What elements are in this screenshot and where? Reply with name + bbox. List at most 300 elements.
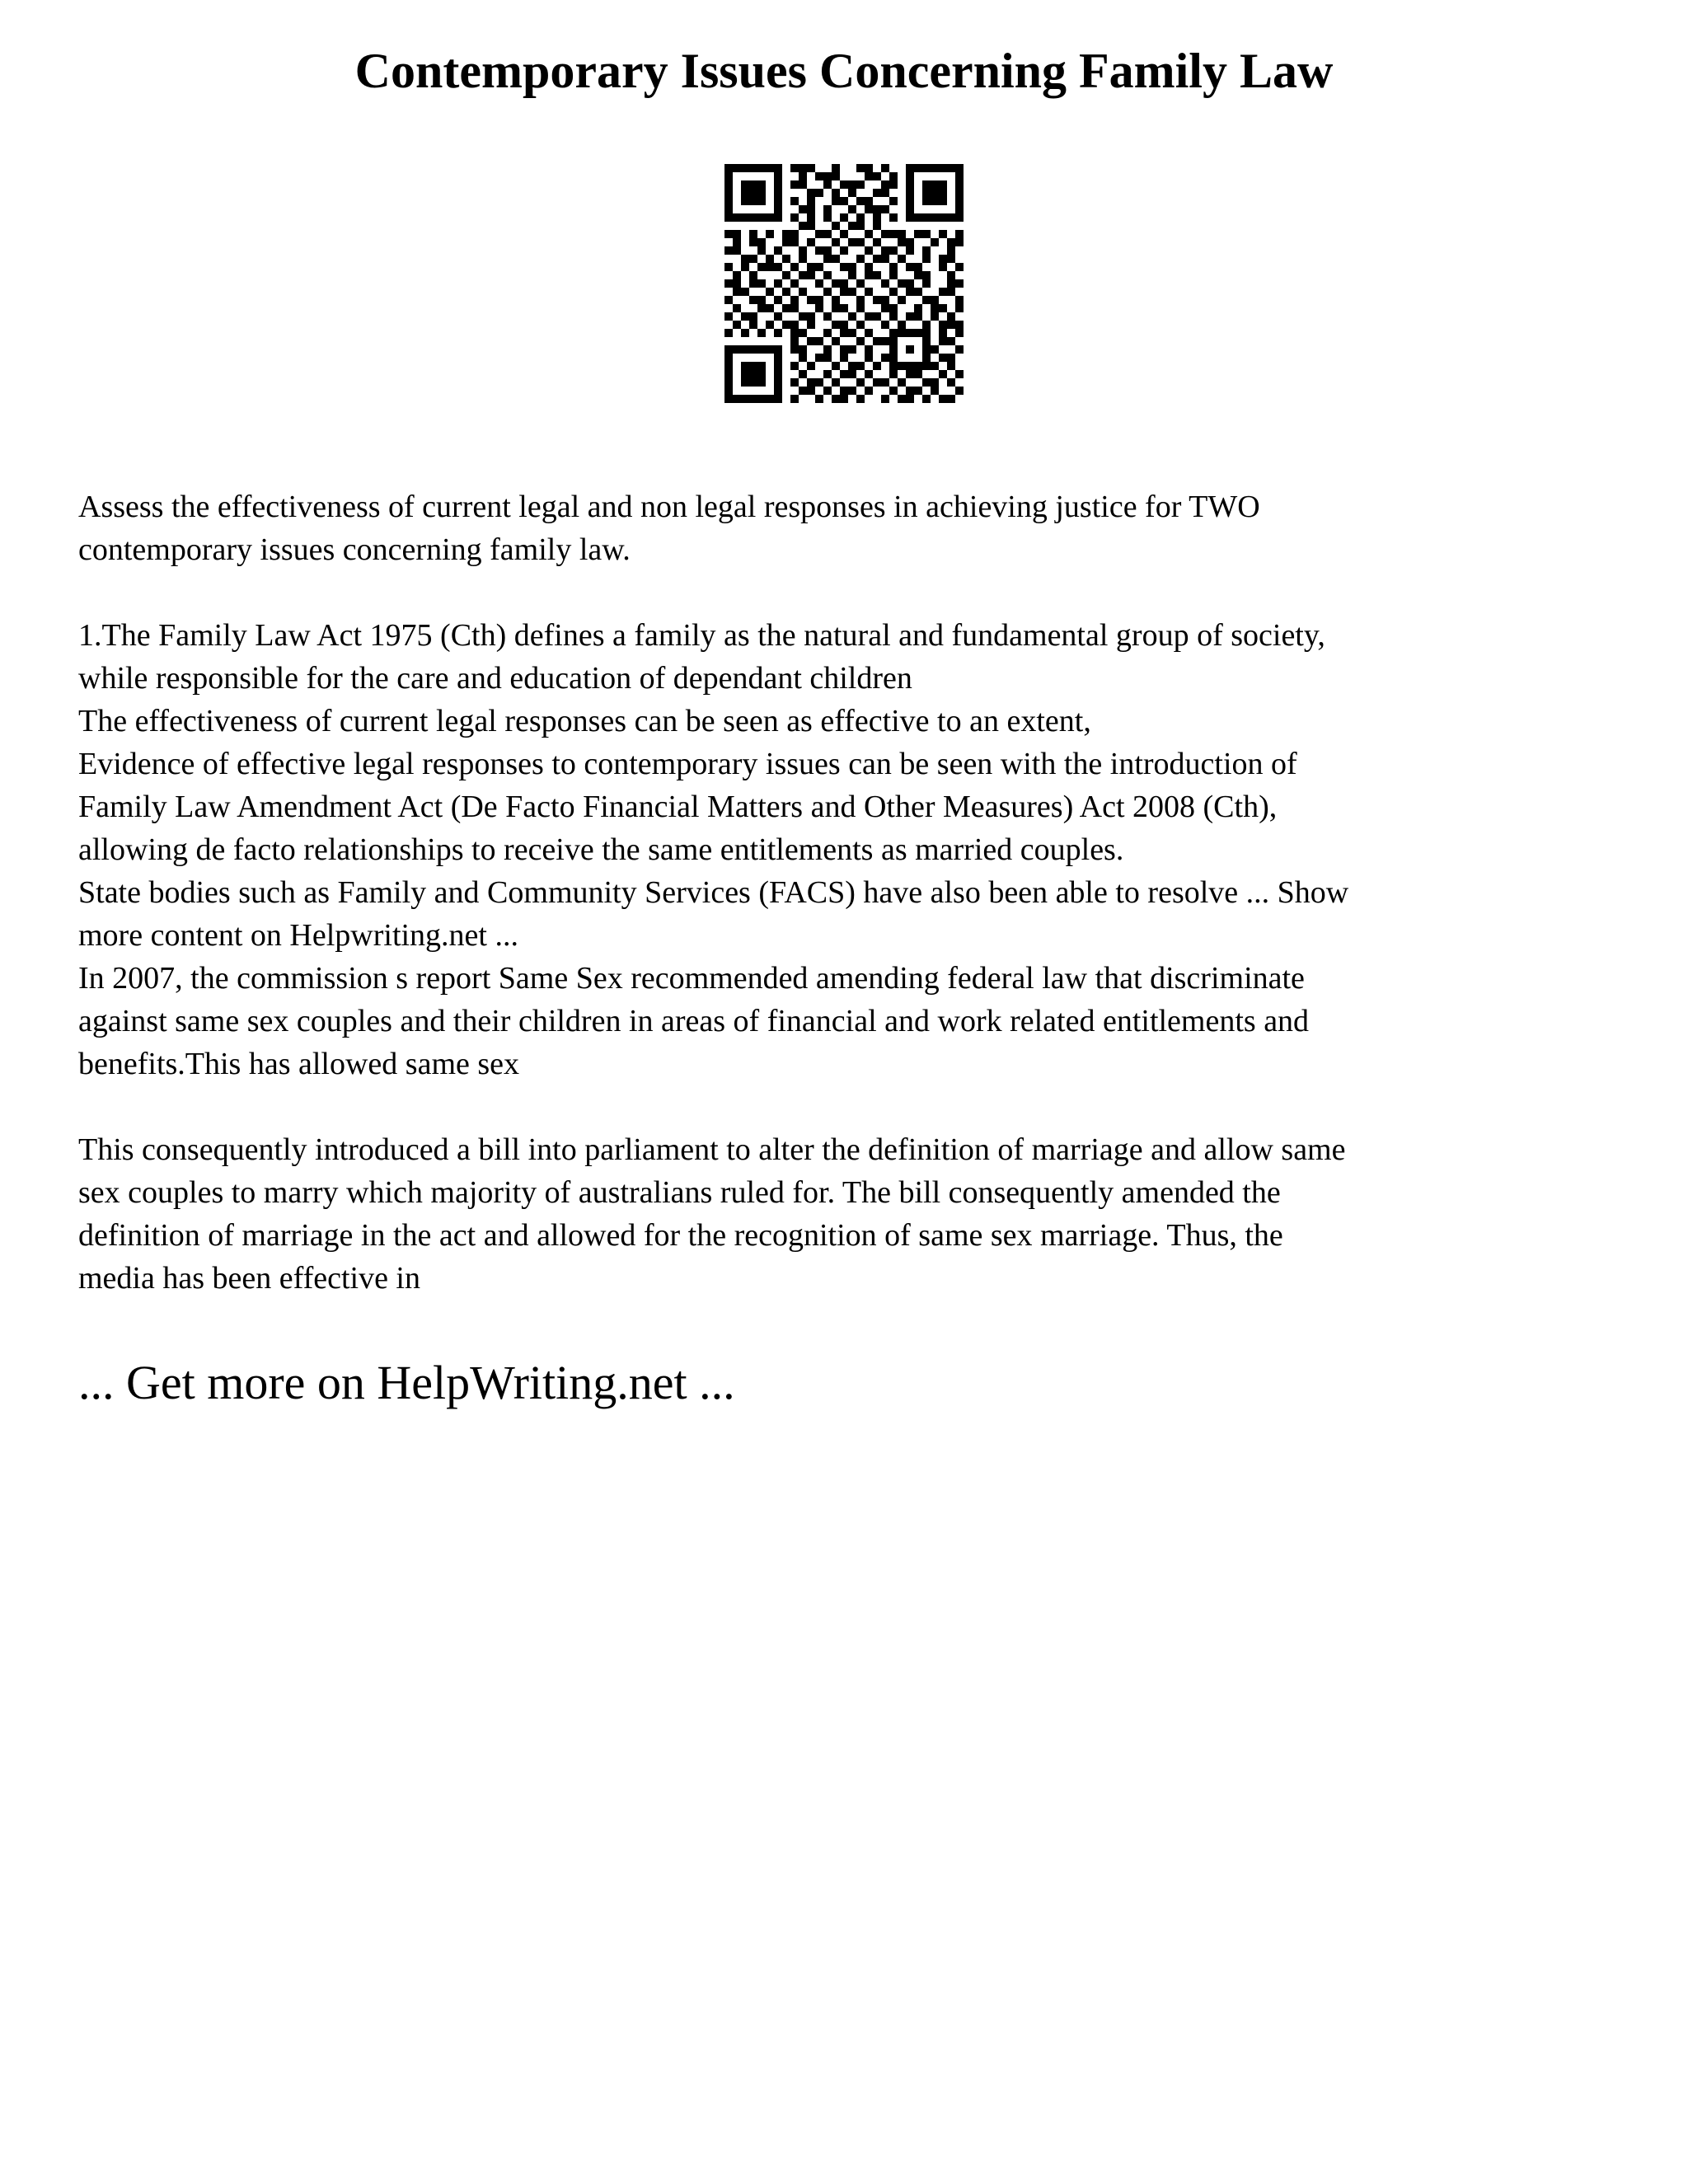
qr-module [799,345,807,354]
qr-module [807,337,815,345]
qr-module [799,337,807,345]
paragraph [78,1128,1611,1300]
qr-module [906,304,914,312]
qr-module [906,378,914,387]
qr-module [848,387,856,395]
qr-module [766,222,774,230]
qr-module [832,164,840,172]
qr-module [724,189,733,197]
qr-module [757,337,766,345]
qr-module [873,164,881,172]
qr-module [766,279,774,288]
qr-module [914,370,922,378]
qr-module [749,263,757,271]
qr-module [840,246,848,255]
qr-module [782,387,790,395]
qr-module [724,395,733,403]
qr-module [757,230,766,238]
qr-module [766,238,774,246]
qr-module [741,263,749,271]
qr-module [749,354,757,362]
qr-module [749,279,757,288]
qr-module [823,387,832,395]
qr-module [733,378,741,387]
qr-module [782,230,790,238]
qr-module [815,263,823,271]
qr-module [815,296,823,304]
qr-module [865,263,873,271]
qr-module [922,378,931,387]
qr-module [881,189,889,197]
qr-module [947,164,955,172]
qr-module [873,304,881,312]
qr-module [889,246,898,255]
qr-module [947,304,955,312]
qr-module [774,246,782,255]
qr-module [881,296,889,304]
qr-module [766,329,774,337]
qr-module [757,304,766,312]
qr-module [733,205,741,213]
qr-module [757,271,766,279]
qr-module [757,354,766,362]
qr-module [922,180,931,189]
qr-module [898,205,906,213]
qr-module [799,205,807,213]
qr-module [873,246,881,255]
qr-module [815,255,823,263]
qr-module [782,395,790,403]
qr-module [790,321,799,329]
qr-module [922,362,931,370]
qr-module [931,329,939,337]
qr-module [873,362,881,370]
qr-module [790,189,799,197]
qr-module [931,304,939,312]
qr-module [914,255,922,263]
qr-module [741,321,749,329]
qr-module [914,362,922,370]
qr-module [832,279,840,288]
qr-module [749,172,757,180]
qr-module [881,395,889,403]
qr-module [790,288,799,296]
qr-module [889,263,898,271]
qr-module [906,213,914,222]
qr-module [898,238,906,246]
qr-module [832,312,840,321]
qr-module [914,263,922,271]
qr-module [790,180,799,189]
qr-module [922,345,931,354]
qr-module [799,395,807,403]
qr-module [807,271,815,279]
qr-module [873,271,881,279]
qr-module [749,304,757,312]
qr-module [799,255,807,263]
qr-module [840,197,848,205]
qr-module [848,255,856,263]
qr-module [815,222,823,230]
qr-module [749,321,757,329]
qr-module [724,321,733,329]
qr-module [889,271,898,279]
qr-module [865,230,873,238]
qr-module [947,180,955,189]
qr-module [823,337,832,345]
paragraph [78,614,1611,1085]
qr-module [881,304,889,312]
qr-module [939,288,947,296]
qr-module [840,312,848,321]
qr-module [889,222,898,230]
qr-module [782,213,790,222]
qr-module [749,238,757,246]
qr-module [766,263,774,271]
qr-module [782,271,790,279]
qr-module [955,321,964,329]
qr-module [832,189,840,197]
qr-module [815,354,823,362]
qr-module [757,246,766,255]
qr-module [749,378,757,387]
qr-module [947,378,955,387]
qr-module [832,321,840,329]
qr-module [873,180,881,189]
qr-module [790,255,799,263]
text-line: more content on Helpwriting.net ... [78,918,518,953]
qr-module [873,395,881,403]
qr-module [782,189,790,197]
qr-module [914,304,922,312]
qr-module [774,378,782,387]
qr-module [799,370,807,378]
qr-module [848,263,856,271]
qr-module [955,205,964,213]
qr-module [790,370,799,378]
qr-module [873,213,881,222]
qr-module [922,370,931,378]
qr-module [815,246,823,255]
qr-module [823,238,832,246]
qr-code-container [0,164,1688,403]
qr-module [799,354,807,362]
qr-module [939,238,947,246]
qr-module [873,197,881,205]
qr-module [733,296,741,304]
qr-module [832,222,840,230]
qr-module [922,312,931,321]
qr-module [757,213,766,222]
qr-module [741,378,749,387]
qr-module [790,337,799,345]
qr-module [774,189,782,197]
qr-module [922,172,931,180]
qr-module [757,288,766,296]
qr-module [856,205,865,213]
qr-module [757,222,766,230]
qr-module [955,395,964,403]
qr-module [749,337,757,345]
qr-module [947,296,955,304]
qr-module [840,370,848,378]
qr-module [848,354,856,362]
text-line: allowing de facto relationships to receive the same entitlements as married couples. [78,832,1124,867]
qr-module [906,345,914,354]
qr-module [724,205,733,213]
text-line: media has been effective in [78,1261,420,1296]
qr-module [733,395,741,403]
qr-module [865,205,873,213]
qr-module [741,288,749,296]
qr-module [889,370,898,378]
qr-module [782,304,790,312]
text-line: definition of marriage in the act and allowed for the recognition of same sex marriage. Thus, the [78,1218,1283,1253]
qr-module [889,189,898,197]
qr-module [947,213,955,222]
qr-module [914,222,922,230]
qr-module [832,255,840,263]
qr-module [832,370,840,378]
qr-module [865,362,873,370]
qr-module [848,312,856,321]
qr-module [856,337,865,345]
qr-module [848,337,856,345]
qr-module [906,197,914,205]
qr-module [815,288,823,296]
qr-module [807,213,815,222]
qr-module [840,255,848,263]
qr-module [823,329,832,337]
qr-module [807,312,815,321]
qr-module [724,246,733,255]
qr-module [807,238,815,246]
qr-module [823,230,832,238]
qr-module [914,213,922,222]
qr-module [823,378,832,387]
qr-module [823,296,832,304]
qr-module [881,255,889,263]
qr-module [947,312,955,321]
qr-module [832,180,840,189]
qr-module [724,255,733,263]
qr-module [881,246,889,255]
qr-module [873,263,881,271]
qr-module [741,189,749,197]
qr-module [799,296,807,304]
qr-module [757,395,766,403]
qr-module [856,296,865,304]
qr-module [906,288,914,296]
qr-module [856,189,865,197]
qr-module [931,362,939,370]
qr-module [733,172,741,180]
qr-module [749,197,757,205]
qr-module [889,205,898,213]
qr-module [922,279,931,288]
qr-module [733,370,741,378]
qr-module [799,288,807,296]
qr-module [749,362,757,370]
qr-module [840,164,848,172]
qr-module [914,354,922,362]
qr-module [856,362,865,370]
qr-module [724,312,733,321]
qr-module [807,230,815,238]
qr-module [799,312,807,321]
qr-module [782,362,790,370]
qr-module [774,180,782,189]
qr-module [856,321,865,329]
qr-module [947,238,955,246]
qr-module [774,362,782,370]
qr-module [741,172,749,180]
qr-module [749,395,757,403]
qr-module [807,205,815,213]
qr-module [790,263,799,271]
qr-module [881,337,889,345]
qr-module [757,205,766,213]
qr-module [848,271,856,279]
qr-module [939,271,947,279]
qr-module [741,255,749,263]
qr-module [922,296,931,304]
qr-module [906,279,914,288]
qr-module [873,354,881,362]
qr-module [766,337,774,345]
qr-module [865,395,873,403]
qr-module [848,222,856,230]
qr-module [848,230,856,238]
qr-module [955,345,964,354]
qr-module [823,205,832,213]
qr-module [873,255,881,263]
qr-module [848,279,856,288]
qr-module [807,279,815,288]
qr-module [914,321,922,329]
qr-module [832,271,840,279]
qr-module [733,230,741,238]
qr-module [947,263,955,271]
qr-module [914,378,922,387]
qr-module [823,213,832,222]
qr-module [799,189,807,197]
qr-module [749,205,757,213]
qr-module [741,354,749,362]
qr-module [898,378,906,387]
qr-module [922,337,931,345]
qr-module [931,222,939,230]
text-line: sex couples to marry which majority of australians ruled for. The bill consequently amended the [78,1175,1281,1210]
qr-module [848,378,856,387]
qr-module [856,288,865,296]
qr-module [774,222,782,230]
qr-module [947,354,955,362]
qr-module [931,263,939,271]
qr-module [807,172,815,180]
qr-module [807,354,815,362]
qr-module [807,370,815,378]
qr-module [840,395,848,403]
qr-module [774,312,782,321]
qr-module [766,197,774,205]
qr-module [873,387,881,395]
qr-module [733,288,741,296]
qr-module [741,304,749,312]
qr-module [865,354,873,362]
qr-module [914,246,922,255]
qr-module [955,378,964,387]
text-line: while responsible for the care and education of dependant children [78,661,912,696]
qr-module [774,395,782,403]
qr-module [832,296,840,304]
qr-module [898,312,906,321]
page-title: Contemporary Issues Concerning Family Law [354,44,1334,98]
qr-module [939,395,947,403]
qr-module [939,230,947,238]
qr-module [914,230,922,238]
qr-module [741,180,749,189]
qr-module [873,321,881,329]
qr-module [766,321,774,329]
qr-module [865,271,873,279]
qr-module [807,180,815,189]
qr-module [815,321,823,329]
qr-module [724,164,733,172]
qr-module [815,329,823,337]
qr-module [823,304,832,312]
qr-module [840,238,848,246]
qr-module [856,378,865,387]
text-line: In 2007, the commission s report Same Sex recommended amending federal law that discriminate [78,961,1305,996]
qr-module [947,337,955,345]
qr-module [873,222,881,230]
qr-module [832,345,840,354]
qr-module [741,222,749,230]
qr-module [922,395,931,403]
qr-module [914,312,922,321]
qr-module [724,279,733,288]
qr-module [873,337,881,345]
qr-module [906,222,914,230]
qr-module [733,271,741,279]
qr-module [848,304,856,312]
qr-module [832,205,840,213]
qr-module [749,180,757,189]
qr-module [955,255,964,263]
qr-module [939,337,947,345]
qr-module [774,213,782,222]
qr-module [757,172,766,180]
qr-module [848,321,856,329]
qr-module [741,296,749,304]
qr-module [881,279,889,288]
qr-module [947,222,955,230]
qr-module [749,213,757,222]
qr-module [774,288,782,296]
qr-module [898,230,906,238]
qr-module [799,263,807,271]
qr-module [790,205,799,213]
qr-module [790,296,799,304]
qr-module [939,370,947,378]
qr-module [741,337,749,345]
qr-module [790,222,799,230]
qr-module [782,279,790,288]
qr-module [881,378,889,387]
qr-module [906,337,914,345]
qr-module [741,213,749,222]
